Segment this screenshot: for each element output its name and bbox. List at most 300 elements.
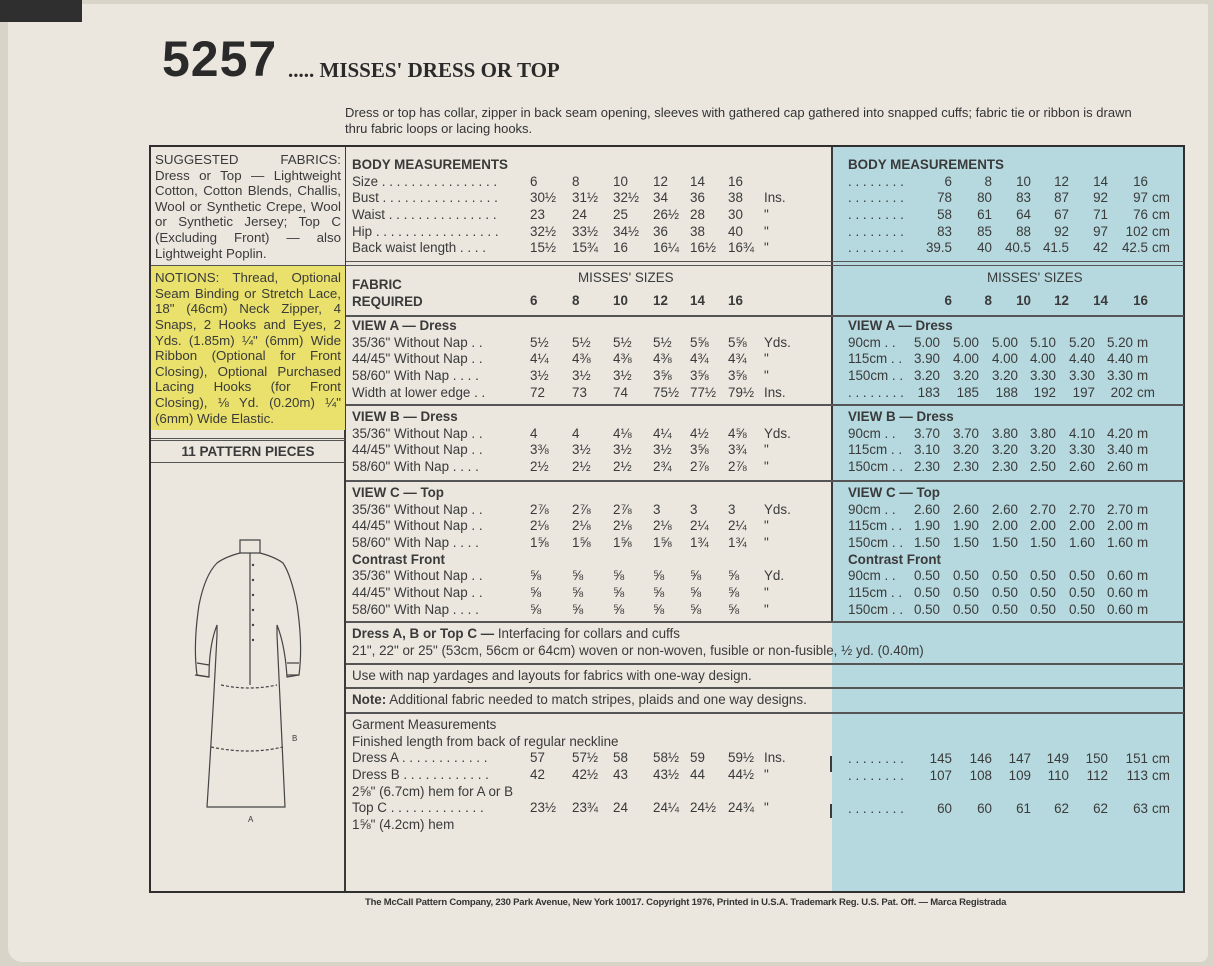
cell-value: 183 [917, 384, 940, 400]
cell-value [572, 784, 613, 801]
interfacing-text: Interfacing for collars and cuffs [494, 626, 680, 641]
cell-value: 8 [572, 173, 580, 189]
row-label: 115cm . . [848, 442, 903, 458]
view-c-metric [848, 485, 1148, 619]
cell-value: 32½ [613, 190, 640, 206]
unit [764, 784, 786, 801]
cell-value: 2⅞ [572, 501, 591, 517]
cell-value: 4¼ [530, 351, 549, 367]
section-title: BODY MEASUREMENTS [352, 157, 508, 172]
cell-value: 25 [613, 207, 628, 223]
cell-value: 74 [613, 384, 628, 400]
cell-value: 1⅝ [530, 535, 549, 551]
cell-value: 43 [613, 767, 628, 783]
row-label: Dress A . . . . . . . . . . . . [352, 750, 488, 766]
cell-value: 2⅛ [613, 518, 632, 534]
cell-value: 8 [984, 173, 992, 189]
unit: m [1137, 459, 1149, 475]
cell-value: ⅝ [613, 585, 625, 601]
unit: cm [1152, 207, 1170, 223]
unit: cm [1152, 801, 1170, 817]
view-b-yardage [352, 409, 791, 476]
cell-value: 0.50 [991, 568, 1018, 584]
view-c-yardage [352, 485, 791, 619]
cell-value: 38 [690, 223, 705, 239]
table-row [352, 190, 786, 207]
row-label: Hip . . . . . . . . . . . . . . . . . [352, 223, 499, 239]
cell-value: 5½ [572, 334, 591, 350]
unit: " [764, 351, 769, 367]
cell-value: 3⅝ [728, 368, 747, 384]
cell-value [653, 817, 690, 834]
cell-value: 2⅛ [572, 518, 591, 534]
cell-value: 60 [977, 801, 992, 817]
cell-value: 5⅝ [690, 334, 709, 350]
cell-value: 16 [728, 173, 743, 189]
row-label: Top C . . . . . . . . . . . . . [352, 800, 484, 816]
section-subtitle: Contrast Front [352, 551, 445, 567]
unit [764, 174, 786, 191]
cell-value: 2⅞ [690, 459, 709, 475]
pattern-number: 5257 [162, 31, 278, 87]
cell-value: 2.70 [1068, 501, 1095, 517]
cell-value: 2.30 [913, 459, 940, 475]
cell-value: 151 [1125, 751, 1148, 766]
cell-value [690, 784, 728, 801]
cell-value: 12 [653, 173, 668, 189]
unit: " [764, 223, 769, 239]
cell-value: 3½ [613, 442, 632, 458]
cell-value: 1⅝ [653, 535, 672, 551]
cell-value: 4 [530, 425, 538, 441]
cell-value: 3.70 [952, 425, 979, 441]
cell-value: 3⅝ [653, 368, 672, 384]
cell-value: 14 [1093, 173, 1108, 189]
unit: m [1137, 425, 1149, 441]
cell-value: 109 [1008, 767, 1031, 783]
section-title: Garment Measurements [352, 717, 497, 732]
cell-value: 64 [1016, 207, 1031, 223]
cell-value: 42½ [572, 767, 599, 783]
cell-value: 0.50 [913, 585, 940, 601]
cell-value: 14 [690, 173, 705, 189]
cell-value: 3.20 [952, 368, 979, 384]
cell-value: 2¼ [728, 518, 747, 534]
cell-value: 16¾ [728, 240, 755, 256]
unit: " [764, 368, 769, 384]
cell-value: 3.30 [1029, 368, 1056, 384]
cell-value: 5½ [613, 334, 632, 350]
row-label: 35/36" Without Nap . . [352, 568, 483, 584]
cell-value: 67 [1054, 207, 1069, 223]
cell-value: 2.60 [952, 501, 979, 517]
cell-value: 2.00 [1106, 518, 1133, 534]
cell-value: 102 [1125, 223, 1148, 239]
divider [831, 147, 833, 622]
sizes-header-metric [848, 293, 1152, 310]
cell-value: 185 [956, 384, 979, 400]
cell-value: 108 [969, 767, 992, 783]
cell-value: ⅝ [728, 585, 740, 601]
cell-value: 88 [1016, 223, 1031, 239]
table-row [848, 190, 1170, 207]
cell-value: 0.60 [1106, 585, 1133, 601]
table-row [352, 224, 786, 241]
cell-value: 10 [1016, 293, 1031, 308]
cell-value: 4.40 [1106, 351, 1133, 367]
cell-value: 39.5 [925, 240, 952, 256]
unit: cm [1152, 190, 1170, 206]
garment-metric [848, 751, 1170, 818]
table-row [848, 535, 1148, 552]
section-subtitle: Contrast Front [848, 551, 941, 567]
table-row [848, 351, 1155, 368]
view-a-yardage [352, 318, 791, 401]
cell-value: 0.50 [1029, 585, 1056, 601]
cell-value: 61 [977, 207, 992, 223]
row-label: 58/60" With Nap . . . . [352, 601, 479, 617]
table-row [352, 368, 791, 385]
body-measurements-inches [352, 157, 786, 257]
cell-value: 0.50 [991, 601, 1018, 617]
unit: " [764, 240, 769, 256]
cell-value: 41.5 [1042, 240, 1069, 256]
unit: m [1137, 501, 1149, 517]
left-column [151, 147, 345, 463]
unit: m [1137, 601, 1149, 617]
row-label: 150cm . . [848, 459, 904, 475]
cell-value: ⅝ [530, 568, 542, 584]
title-dots: ..... [288, 58, 315, 82]
unit: m [1137, 442, 1149, 458]
divider [346, 404, 1184, 406]
cell-value: 15¾ [572, 240, 599, 256]
section-title: VIEW A — Dress [848, 318, 953, 333]
dark-corner [0, 0, 82, 22]
cell-value: 77½ [690, 384, 717, 400]
interfacing-note [352, 626, 680, 641]
section-subtitle: Finished length from back of regular neckline [352, 733, 619, 749]
additional-note [352, 692, 807, 707]
cell-value: 3¾ [728, 442, 747, 458]
cell-value: 4¼ [653, 425, 672, 441]
cell-value: 24 [613, 800, 628, 816]
cell-value: 72 [530, 384, 545, 400]
table-row [352, 750, 786, 767]
cell-value: 28 [690, 207, 705, 223]
unit: cm [1152, 767, 1170, 783]
cell-value: 3½ [653, 442, 672, 458]
cell-value: 83 [1016, 190, 1031, 206]
unit: " [764, 767, 769, 783]
cell-value: 4.10 [1068, 425, 1095, 441]
interfacing-bold: Dress A, B or Top C — [352, 626, 495, 641]
cell-value: 4⅜ [613, 351, 632, 367]
cell-value: 5.00 [952, 334, 979, 350]
cell-value: 1.50 [991, 535, 1018, 551]
row-label: 44/45" Without Nap . . [352, 518, 483, 534]
cell-value: 3 [653, 501, 661, 517]
cell-value: 2.70 [1106, 501, 1133, 517]
section-title: VIEW B — Dress [352, 409, 458, 424]
cell-value: 3.20 [991, 368, 1018, 384]
cell-value [992, 784, 1031, 801]
cell-value: 2¾ [653, 459, 672, 475]
cell-value: 75½ [653, 384, 680, 400]
unit [1148, 174, 1170, 191]
cell-value: 0.60 [1106, 601, 1133, 617]
table-row [848, 442, 1148, 459]
cell-value: 3½ [572, 442, 591, 458]
unit: Yds. [764, 425, 791, 441]
unit: " [764, 459, 769, 475]
sizes-header [352, 293, 764, 310]
cell-value: ⅝ [690, 601, 702, 617]
cell-value: 16 [728, 293, 743, 308]
cell-value: 1.60 [1106, 535, 1133, 551]
cell-value: 15½ [530, 240, 557, 256]
cell-value: 3.20 [913, 368, 940, 384]
cell-value: 2.50 [1029, 459, 1056, 475]
cell-value: 83 [937, 223, 952, 239]
cell-value: 1¾ [690, 535, 709, 551]
section-title: VIEW C — Top [352, 485, 444, 500]
table-row [848, 602, 1148, 619]
cell-value: 3.20 [1029, 442, 1056, 458]
cell-value: 3.40 [1106, 442, 1133, 458]
unit [1148, 784, 1170, 801]
unit: " [764, 207, 769, 223]
cell-value: 43½ [653, 767, 680, 783]
unit: m [1137, 368, 1149, 384]
unit: " [764, 800, 769, 816]
row-label: 58/60" With Nap . . . . [352, 459, 479, 475]
cell-value: 42 [1093, 240, 1108, 256]
row-label: 115cm . . [848, 518, 903, 534]
unit: m [1137, 585, 1149, 601]
row-label: 44/45" Without Nap . . [352, 585, 483, 601]
cell-value: 34 [653, 190, 668, 206]
table-row [352, 784, 786, 801]
misses-sizes-title-metric: MISSES' SIZES [987, 270, 1083, 285]
cell-value: 150 [1085, 751, 1108, 766]
interfacing-detail: 21", 22" or 25" (53cm, 56cm or 64cm) woven or non-woven, fusible or non-fusible, ½ yd. (0.40m) [352, 643, 924, 658]
required-label: REQUIRED [352, 294, 423, 309]
section-title: VIEW C — Top [848, 485, 940, 500]
table-row [352, 385, 791, 402]
note-text: Additional fabric needed to match stripes, plaids and one way designs. [386, 692, 807, 707]
table-row [848, 426, 1148, 443]
cell-value [613, 784, 653, 801]
cell-value: 3.20 [952, 442, 979, 458]
view-label-a: A [248, 815, 254, 824]
cell-value: 3⅝ [690, 442, 709, 458]
cell-value: 34½ [613, 223, 640, 239]
cell-value: 0.50 [1029, 568, 1056, 584]
cell-value: 3 [728, 501, 736, 517]
cell-value: 6 [530, 173, 538, 189]
cell-value: ⅝ [653, 568, 665, 584]
cell-value: 5½ [530, 334, 549, 350]
cell-value: 0.50 [1029, 601, 1056, 617]
cell-value: 3.30 [1106, 368, 1133, 384]
row-label: Waist . . . . . . . . . . . . . . . [352, 207, 497, 223]
row-label: . . . . . . . . [848, 207, 904, 223]
row-label: . . . . . . . . [848, 767, 904, 783]
cell-value: ⅝ [530, 601, 542, 617]
unit: Ins. [764, 750, 786, 766]
cell-value: 14 [690, 293, 705, 308]
cell-value: 2.60 [991, 501, 1018, 517]
row-label [352, 293, 530, 310]
cell-value: 80 [977, 190, 992, 206]
cell-value: ⅝ [653, 585, 665, 601]
unit: Yds. [764, 501, 791, 517]
section-title: BODY MEASUREMENTS [848, 157, 1004, 172]
cell-value: 97 [1133, 190, 1148, 206]
unit: " [764, 442, 769, 458]
cell-value: 44 [690, 767, 705, 783]
row-label: . . . . . . . . [848, 190, 904, 206]
table-row [848, 240, 1170, 257]
cell-value: 0.50 [991, 585, 1018, 601]
unit: Yds. [764, 334, 791, 350]
cell-value: 4.40 [1068, 351, 1095, 367]
cell-value: 4 [572, 425, 580, 441]
cell-value: 2.30 [991, 459, 1018, 475]
unit: Ins. [764, 190, 786, 206]
cell-value: 3½ [530, 368, 549, 384]
table-row [352, 459, 791, 476]
cell-value: 4⅜ [653, 351, 672, 367]
table-row [848, 459, 1148, 476]
cell-value: 2.60 [1068, 459, 1095, 475]
cell-value: 58 [613, 750, 628, 766]
cell-value: 2½ [530, 459, 549, 475]
cell-value: 5½ [653, 334, 672, 350]
cell-value [530, 817, 572, 834]
cell-value: ⅝ [572, 585, 584, 601]
cell-value: 23¾ [572, 800, 599, 816]
cell-value: 40.5 [1004, 240, 1031, 256]
section-title: VIEW A — Dress [352, 318, 457, 333]
cell-value: 16½ [690, 240, 717, 256]
cell-value: 62 [1093, 801, 1108, 817]
cell-value: 92 [1093, 190, 1108, 206]
cell-value: 16 [1133, 173, 1148, 189]
row-label: . . . . . . . . [848, 384, 904, 400]
row-label: Size . . . . . . . . . . . . . . . . [352, 173, 498, 189]
cell-value: 2.00 [1029, 518, 1056, 534]
row-label: 90cm . . [848, 568, 896, 584]
table-row [352, 817, 786, 834]
notions: NOTIONS: Thread, Optional Seam Binding or Stretch Lace, 18" (46cm) Neck Zipper, 4 Snaps, 2 Hooks and Eyes, 2 Yds. (1.85m) ¼" (6mm) Wide Ribbon (Optional for Front Closing), Optional Purchased Lacing Hooks (for Front Closing), ⅛ Yd. (0.20m) ¼" (6mm) Wide Elastic. [151, 265, 345, 430]
publisher-footer: The McCall Pattern Company, 230 Park Avenue, New York 10017. Copyright 1976, Printed in U.S.A. Trademark Reg. U.S. Pat. Off. — Marca Registrada [365, 897, 1007, 908]
cell-value: 36 [690, 190, 705, 206]
divider [346, 663, 1184, 665]
cell-value: 2.70 [1029, 501, 1056, 517]
unit: Ins. [764, 384, 786, 400]
cell-value: 58 [937, 207, 952, 223]
cell-value: 6 [530, 293, 538, 308]
unit: cm [1152, 751, 1170, 766]
cell-value: 0.50 [952, 568, 979, 584]
cell-value: 4.00 [952, 351, 979, 367]
cell-value: ⅝ [728, 568, 740, 584]
table-row [352, 293, 764, 310]
cell-value: 38 [728, 190, 743, 206]
cell-value: 1.50 [913, 535, 940, 551]
cell-value: 2.00 [1068, 518, 1095, 534]
cell-value: 60 [937, 801, 952, 817]
cell-value: 2¼ [690, 518, 709, 534]
cell-value: 6 [944, 293, 952, 308]
cell-value: 110 [1047, 767, 1069, 783]
cell-value: 2½ [572, 459, 591, 475]
table-row [848, 174, 1170, 191]
row-label: . . . . . . . . [848, 801, 904, 817]
table-row [352, 800, 786, 817]
cell-value: 8 [984, 293, 992, 308]
cell-value: 1.50 [1029, 535, 1056, 551]
cell-value: 2.60 [913, 501, 940, 517]
cell-value: 3.80 [991, 425, 1018, 441]
cell-value: 42 [530, 767, 545, 783]
unit [1148, 293, 1152, 310]
unit: m [1137, 535, 1149, 551]
cell-value: 3½ [572, 368, 591, 384]
table-row [848, 751, 1170, 768]
cell-value: 5.20 [1068, 334, 1095, 350]
cell-value [690, 817, 728, 834]
cell-value: 24¾ [728, 800, 755, 816]
cell-value: 1.90 [952, 518, 979, 534]
cell-value: 5.00 [913, 334, 940, 350]
cell-value: 145 [929, 751, 952, 766]
unit: " [764, 518, 769, 534]
row-label: 44/45" Without Nap . . [352, 351, 483, 367]
cell-value: 36 [653, 223, 668, 239]
cell-value [653, 784, 690, 801]
cell-value: 40 [977, 240, 992, 256]
unit: " [764, 585, 769, 601]
cell-value: 71 [1093, 207, 1108, 223]
cell-value: 6 [944, 173, 952, 189]
cell-value: 24½ [690, 800, 717, 816]
cell-value: 3.30 [1068, 442, 1095, 458]
table-row [352, 568, 791, 585]
cell-value: 3½ [613, 368, 632, 384]
cell-value: 57½ [572, 750, 599, 766]
table-row [848, 224, 1170, 241]
table-row [848, 568, 1148, 585]
unit: m [1137, 518, 1149, 534]
cell-value: 31½ [572, 190, 599, 206]
table-row [848, 207, 1170, 224]
cell-value: 4¾ [728, 351, 747, 367]
cell-value: 26½ [653, 207, 680, 223]
divider [346, 687, 1184, 689]
cell-value: 146 [969, 751, 992, 766]
table-row [848, 801, 1170, 818]
table-row [352, 207, 786, 224]
cell-value: 85 [977, 223, 992, 239]
divider [346, 712, 1184, 714]
cell-value: 0.50 [952, 585, 979, 601]
divider [830, 804, 832, 818]
cell-value: ⅝ [613, 568, 625, 584]
cell-value: 3.90 [913, 351, 940, 367]
